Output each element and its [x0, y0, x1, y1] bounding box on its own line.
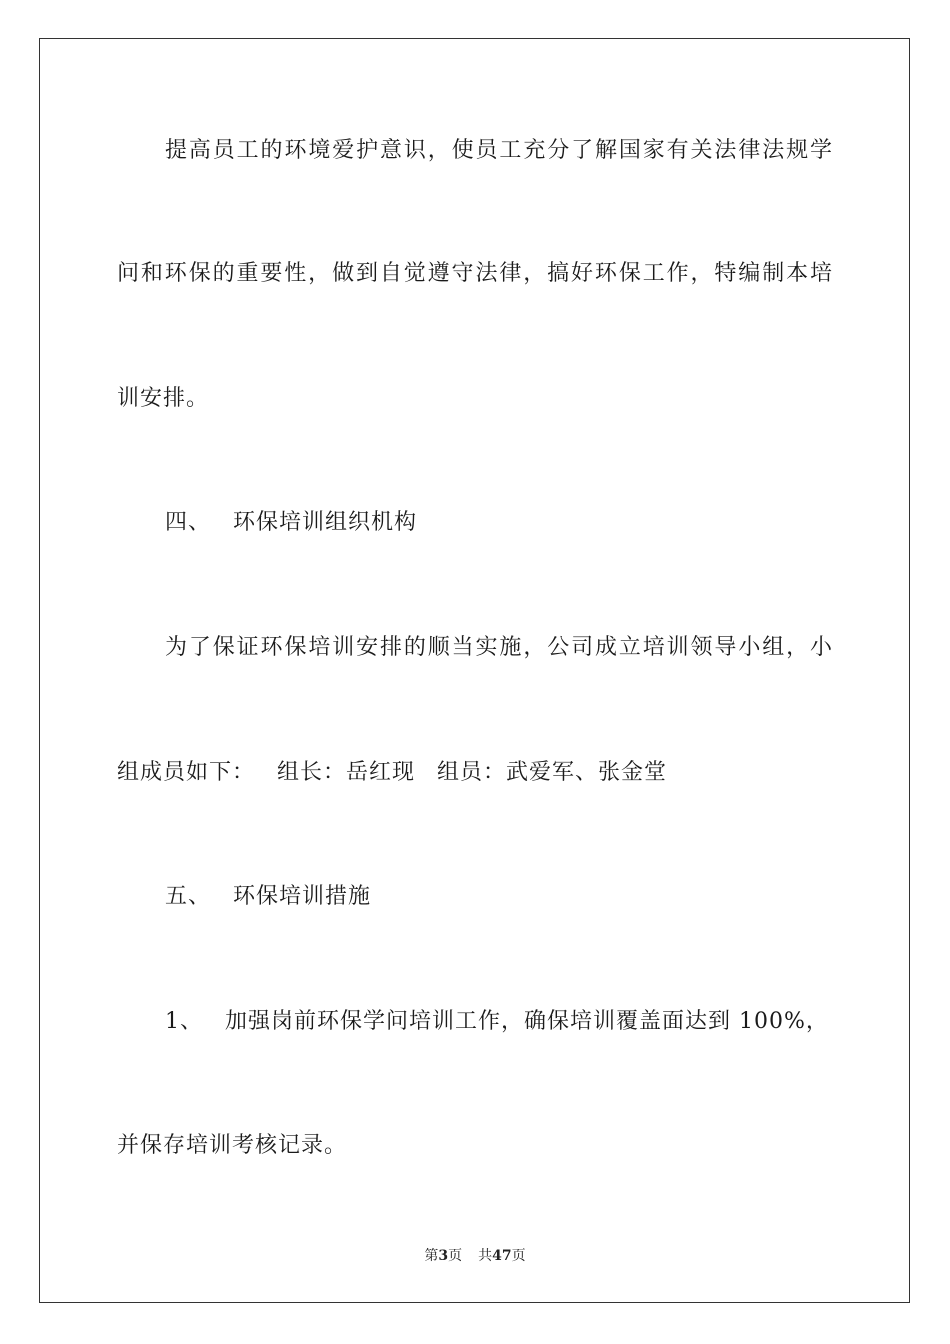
- page-border: [39, 38, 910, 1303]
- paragraph-line-3: 训安排。: [117, 386, 210, 411]
- paragraph-line-2: 问和环保的重要性，做到自觉遵守法律，搞好环保工作，特编制本培: [117, 261, 832, 286]
- paragraph-line-1: 提高员工的环境爱护意识，使员工充分了解国家有关法律法规学: [165, 138, 832, 163]
- page-footer: [0, 1247, 950, 1265]
- section-title: 环保培训措施: [233, 884, 372, 909]
- paragraph-line-5: [117, 758, 667, 788]
- section-title: 环保培训组织机构: [233, 510, 418, 535]
- section-number: 四、: [165, 510, 212, 535]
- section-heading-5: [165, 882, 371, 912]
- members-intro: 组成员如下：: [117, 760, 256, 785]
- footer-page-suffix: 页: [448, 1248, 463, 1264]
- footer-total-prefix: 共: [478, 1248, 493, 1264]
- footer-total-pages: 47: [492, 1248, 512, 1264]
- footer-page-number: 3: [438, 1248, 449, 1264]
- footer-page-prefix: 第: [424, 1248, 439, 1264]
- section-heading-4: [165, 508, 417, 538]
- list-item-text: 加强岗前环保学问培训工作，确保培训覆盖面达到 100%，: [225, 1009, 829, 1034]
- group-leader: 组长：岳红现: [277, 760, 416, 785]
- paragraph-line-4: 为了保证环保培训安排的顺当实施，公司成立培训领导小组，小: [165, 635, 832, 660]
- section-number: 五、: [165, 884, 212, 909]
- group-members: 组员：武爱军、张金堂: [437, 760, 668, 785]
- list-item-number: 1、: [165, 1009, 203, 1034]
- list-item-1-continuation: 并保存培训考核记录。: [117, 1133, 348, 1158]
- footer-total-suffix: 页: [511, 1248, 526, 1264]
- list-item-1: [165, 1007, 829, 1037]
